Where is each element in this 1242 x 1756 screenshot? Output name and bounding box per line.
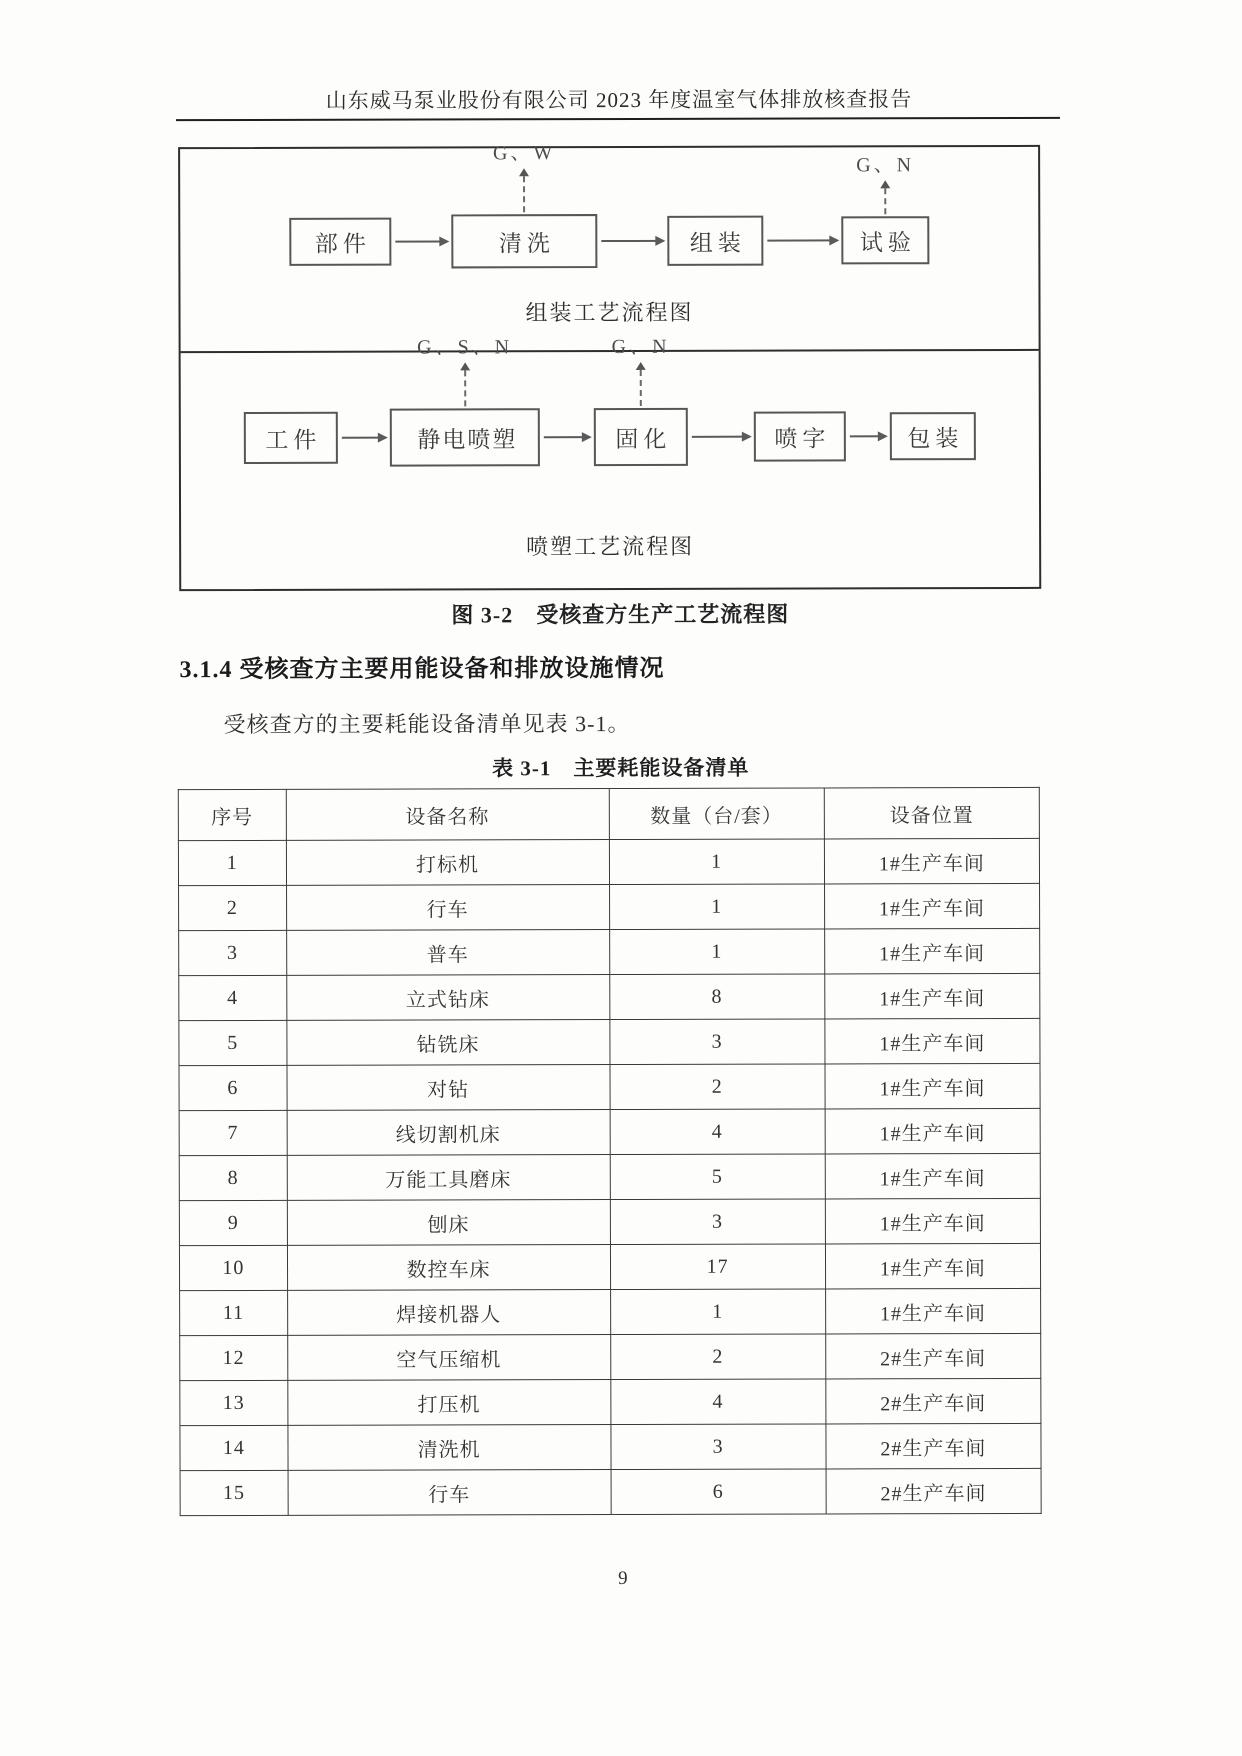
cell-index: 15	[180, 1470, 288, 1515]
cell-name: 刨床	[287, 1200, 610, 1246]
body-paragraph: 受核查方的主要耗能设备清单见表 3-1。	[223, 710, 631, 738]
dashed-up-arrow-icon	[636, 362, 646, 370]
cell-index: 5	[179, 1020, 287, 1065]
col-header-index: 序号	[178, 789, 286, 840]
cell-index: 10	[179, 1245, 287, 1290]
cell-name: 普车	[286, 930, 609, 976]
flow-node-assembly	[667, 216, 763, 266]
emission-label: G、N	[611, 335, 670, 359]
cell-index: 4	[179, 975, 287, 1020]
cell-name: 焊接机器人	[287, 1290, 610, 1336]
cell-name: 对钻	[287, 1065, 610, 1111]
cell-quantity: 4	[610, 1109, 825, 1155]
flow-node-marking	[754, 411, 846, 461]
cell-name: 钻铣床	[286, 1020, 609, 1066]
table-row	[179, 1198, 1040, 1245]
cell-location: 1#生产车间	[824, 928, 1039, 974]
flow-node-cleaning	[451, 142, 597, 268]
cell-index: 9	[179, 1200, 287, 1245]
flow-arrow-icon	[850, 435, 886, 437]
table-row	[179, 1108, 1040, 1155]
cell-location: 2#生产车间	[826, 1423, 1041, 1469]
table-row	[179, 928, 1040, 975]
cell-location: 2#生产车间	[826, 1378, 1041, 1424]
emission-label: G、N	[856, 154, 915, 177]
cell-name: 万能工具磨床	[287, 1155, 610, 1201]
table-row	[179, 1243, 1040, 1290]
flow-node-parts	[289, 218, 391, 266]
cell-location: 1#生产车间	[825, 1063, 1040, 1109]
table-row	[179, 1018, 1040, 1065]
cell-quantity: 17	[610, 1244, 825, 1290]
cell-location: 2#生产车间	[826, 1468, 1041, 1514]
cell-quantity: 6	[611, 1469, 826, 1515]
dashed-up-arrow-icon	[460, 362, 470, 370]
cell-name: 数控车床	[287, 1245, 610, 1291]
flow-node-curing	[594, 335, 688, 466]
col-header-name: 设备名称	[286, 789, 609, 841]
equipment-table	[178, 787, 1042, 1516]
process-flow-figure	[178, 142, 1041, 591]
cell-location: 1#生产车间	[825, 1198, 1040, 1244]
flow-arrow-icon	[601, 240, 663, 242]
cell-index: 1	[178, 840, 286, 885]
cell-location: 1#生产车间	[825, 973, 1040, 1019]
flow-arrow-icon	[544, 436, 590, 438]
flow-node-packing	[890, 412, 976, 460]
flow-arrow-icon	[692, 436, 750, 438]
table-row	[180, 1288, 1041, 1335]
dashed-stem	[640, 370, 642, 406]
cell-quantity: 3	[610, 1199, 825, 1245]
cell-location: 1#生产车间	[825, 1243, 1040, 1289]
dashed-stem	[464, 370, 466, 406]
cell-name: 打压机	[287, 1380, 610, 1426]
flow-box: 部件	[289, 218, 391, 266]
emission-stack	[493, 136, 556, 212]
cell-quantity: 1	[609, 929, 824, 975]
cell-name: 立式钻床	[286, 975, 609, 1021]
flow-box: 试验	[841, 216, 929, 264]
flow-arrow-icon	[395, 240, 447, 242]
dashed-up-arrow-icon	[880, 180, 890, 188]
emission-stack	[856, 148, 914, 214]
cell-location: 1#生产车间	[824, 883, 1039, 929]
cell-quantity: 1	[609, 884, 824, 930]
cell-quantity: 2	[610, 1334, 825, 1380]
coating-flow-row	[181, 335, 1039, 467]
assembly-flow-diagram	[180, 142, 1039, 353]
cell-quantity: 1	[610, 1289, 825, 1335]
table-row	[179, 1153, 1040, 1200]
table-row	[179, 973, 1040, 1020]
cell-location: 1#生产车间	[825, 1288, 1040, 1334]
report-header-title: 山东威马泵业股份有限公司 2023 年度温室气体排放核查报告	[325, 87, 913, 113]
cell-name: 清洗机	[288, 1425, 611, 1471]
dashed-up-arrow-icon	[519, 168, 529, 176]
dashed-stem	[523, 176, 525, 212]
flow-node-test	[841, 154, 929, 264]
section-heading: 3.1.4 受核查方主要用能设备和排放设施情况	[179, 655, 665, 684]
cell-name: 空气压缩机	[287, 1335, 610, 1381]
cell-location: 2#生产车间	[825, 1333, 1040, 1379]
cell-quantity: 3	[610, 1424, 825, 1470]
emission-stack	[417, 330, 512, 406]
table-header-row	[178, 787, 1039, 840]
flow-node-workpiece	[244, 412, 338, 464]
cell-index: 11	[180, 1290, 288, 1335]
cell-location: 1#生产车间	[824, 838, 1039, 884]
flow-arrow-icon	[767, 239, 837, 241]
dashed-stem	[884, 188, 886, 214]
cell-index: 2	[179, 885, 287, 930]
cell-location: 1#生产车间	[825, 1153, 1040, 1199]
emission-stack	[612, 330, 670, 406]
cell-quantity: 8	[609, 974, 824, 1020]
table-row	[178, 838, 1039, 885]
emission-label: G、W	[492, 142, 556, 165]
table-row	[179, 883, 1040, 930]
emission-label: G、S、N	[417, 336, 513, 359]
cell-location: 1#生产车间	[825, 1018, 1040, 1064]
cell-index: 14	[180, 1425, 288, 1470]
cell-index: 3	[179, 930, 287, 975]
cell-index: 8	[179, 1155, 287, 1200]
cell-quantity: 5	[610, 1154, 825, 1200]
flow-arrow-icon	[342, 437, 386, 439]
flow-box: 喷字	[754, 411, 846, 461]
table-row	[180, 1378, 1041, 1425]
table-row	[180, 1333, 1041, 1380]
cell-index: 12	[180, 1335, 288, 1380]
flow-box: 静电喷塑	[390, 408, 540, 466]
flow-box: 固化	[594, 408, 688, 466]
flow-box: 清洗	[451, 214, 597, 268]
cell-quantity: 4	[610, 1379, 825, 1425]
flow-box: 组装	[667, 216, 763, 266]
cell-index: 6	[179, 1065, 287, 1110]
flow-box: 包装	[890, 412, 976, 460]
cell-quantity: 1	[609, 839, 824, 885]
flow-node-electrostatic-spray	[390, 336, 540, 466]
cell-index: 7	[179, 1110, 287, 1155]
coating-flow-label: 喷塑工艺流程图	[526, 533, 695, 560]
flow-box: 工件	[244, 412, 338, 464]
table-row	[179, 1063, 1040, 1110]
cell-name: 打标机	[286, 840, 609, 886]
figure-caption: 图 3-2 受核查方生产工艺流程图	[451, 601, 790, 628]
col-header-location: 设备位置	[824, 787, 1039, 839]
cell-location: 1#生产车间	[825, 1108, 1040, 1154]
table-caption: 表 3-1 主要耗能设备清单	[492, 755, 750, 781]
page-number: 9	[618, 1567, 628, 1590]
cell-name: 行车	[288, 1470, 611, 1516]
cell-quantity: 3	[609, 1019, 824, 1065]
assembly-flow-row	[180, 142, 1038, 269]
header-divider	[176, 117, 1060, 121]
cell-name: 线切割机床	[287, 1110, 610, 1156]
col-header-quantity: 数量（台/套）	[609, 788, 824, 840]
coating-flow-diagram	[181, 335, 1040, 587]
assembly-flow-label: 组装工艺流程图	[525, 299, 694, 326]
table-row	[180, 1468, 1041, 1515]
table-row	[180, 1423, 1041, 1470]
cell-index: 13	[180, 1380, 288, 1425]
cell-name: 行车	[286, 885, 609, 931]
cell-quantity: 2	[609, 1064, 824, 1110]
